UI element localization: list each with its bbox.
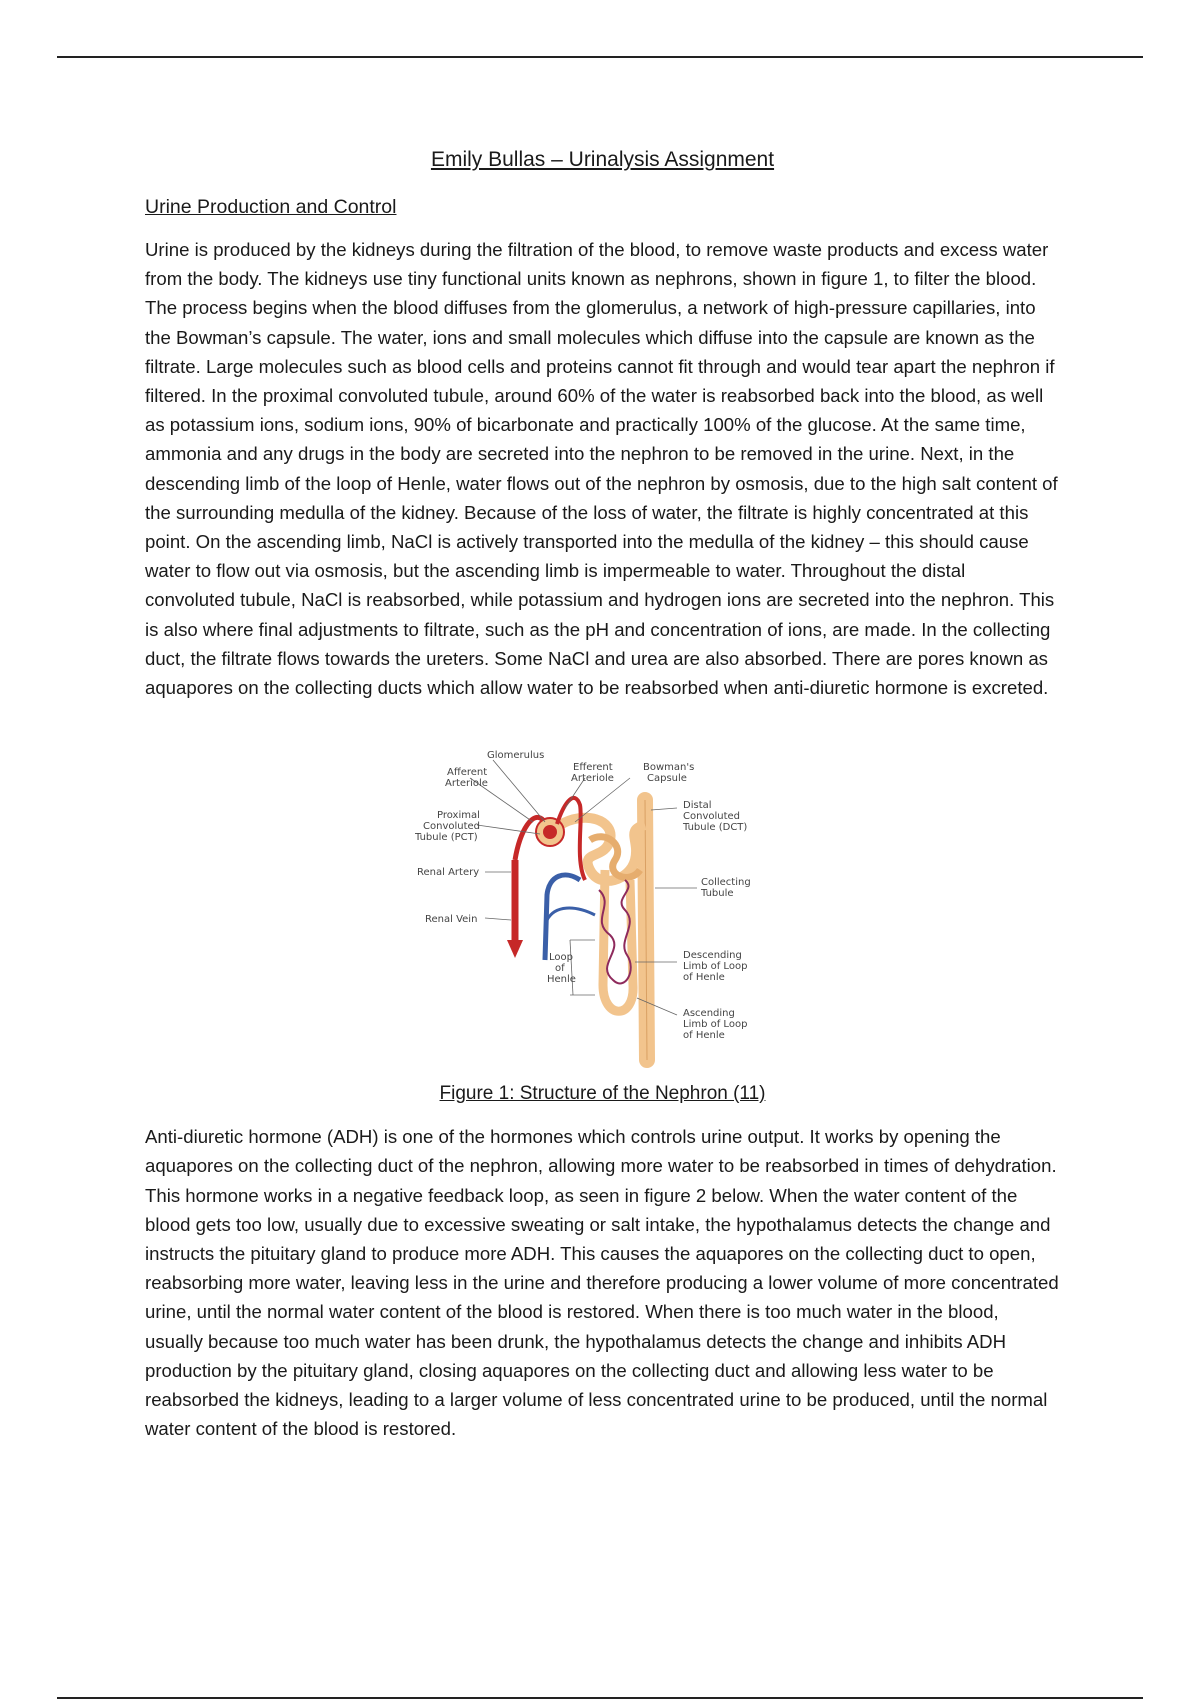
top-rule [57, 56, 1143, 58]
label-pct-3: Tubule (PCT) [415, 832, 478, 844]
leader-lines [470, 760, 697, 1015]
bottom-rule [57, 1697, 1143, 1699]
label-renal-artery: Renal Artery [417, 867, 480, 879]
label-ascending-2: Limb of Loop [683, 1019, 748, 1031]
glomerulus [543, 825, 557, 839]
label-bowmans-2: Capsule [647, 773, 687, 785]
nephron-diagram [415, 730, 775, 1070]
label-descending-3: of Henle [683, 972, 725, 984]
loop-of-henle [603, 870, 633, 1011]
paragraph-adh: Anti-diuretic hormone (ADH) is one of the hormones which controls urine output. It works by opening the aquapores on the collecting duct of the nephron, allowing more water to be reabsorbed in times of dehydration. This hormone works in a negative feedback loop, as seen in figure 2 below. When the water content of the blood gets too low, usually due to excessive sweating or salt intake, the hypothalamus detects the change and instructs the pituitary gland to produce more ADH. This causes the aquapores on the collecting duct to open, reabsorbing more water, leaving less in the urine and therefore producing a lower volume of more concentrated urine, until the normal water content of the blood is restored. When there is too much water in the blood, usually because too much water has been drunk, the hypothalamus detects the change and inhibits ADH production by the pituitary gland, closing aquapores on the collecting duct and allowing less water to be reabsorbed the kidneys, leading to a larger volume of less concentrated urine to be produced, until the normal water content of the blood is restored. [145, 1126, 1059, 1440]
artery-arrow [507, 940, 523, 958]
label-glomerulus: Glomerulus [487, 750, 545, 762]
label-pct-1: Proximal [437, 810, 480, 822]
label-collecting-1: Collecting [701, 877, 751, 889]
nephron-figure [145, 730, 1060, 1070]
label-afferent-1: Afferent [447, 767, 488, 779]
label-bowmans-1: Bowman's [643, 762, 695, 774]
label-efferent-2: Arteriole [571, 773, 614, 785]
label-dct-2: Convoluted [683, 811, 741, 823]
paragraph-urine-production: Urine is produced by the kidneys during the filtration of the blood, to remove waste products and excess water from the body. The kidneys use tiny functional units known as nephrons, shown in figure 1, to filter the blood. The process begins when the blood diffuses from the glomerulus, a network of high-pressure capillaries, into the Bowman’s capsule. The water, ions and small molecules which diffuse into the capsule are known as the filtrate. Large molecules such as blood cells and proteins cannot fit through and would tear apart the nephron if filtered. In the proximal convoluted tubule, around 60% of the water is reabsorbed back into the blood, as well as potassium ions, sodium ions, 90% of bicarbonate and practically 100% of the glucose. At the same time, ammonia and any drugs in the body are secreted into the nephron to be removed in the urine. Next, in the descending limb of the loop of Henle, water flows out of the nephron by osmosis, due to the high salt content of the surrounding medulla of the kidney. Because of the loss of water, the filtrate is highly concentrated at this point. On the ascending limb, NaCl is actively transported into the medulla of the kidney – this should cause water to flow out via osmosis, but the ascending limb is impermeable to water. Throughout the distal convoluted tubule, NaCl is reabsorbed, while potassium and hydrogen ions are secreted into the nephron. This is also where final adjustments to filtrate, such as the pH and concentration of ions, are made. In the collecting duct, the filtrate flows towards the ureters. Some NaCl and urea are also absorbed. There are pores known as aquapores on the collecting ducts which allow water to be reabsorbed when anti-diuretic hormone is excreted. [145, 239, 1058, 699]
figure-caption: Figure 1: Structure of the Nephron (11) [439, 1083, 766, 1105]
label-pct-2: Convoluted [423, 821, 481, 833]
label-collecting-2: Tubule [701, 888, 734, 900]
label-loop-1: Loop [549, 952, 573, 964]
label-ascending-3: of Henle [683, 1030, 725, 1042]
label-efferent-1: Efferent [573, 762, 613, 774]
vein-branch [547, 908, 595, 920]
label-renal-vein: Renal Vein [425, 914, 478, 926]
label-ascending-1: Ascending [683, 1008, 735, 1020]
document-title: Emily Bullas – Urinalysis Assignment [430, 148, 775, 171]
label-dct-3: Tubule (DCT) [683, 822, 748, 834]
label-afferent-2: Arteriole [445, 778, 488, 790]
label-descending-1: Descending [683, 950, 742, 962]
label-loop-3: Henle [547, 974, 576, 986]
label-dct-1: Distal [683, 800, 712, 812]
label-loop-2: of [555, 963, 565, 975]
label-descending-2: Limb of Loop [683, 961, 748, 973]
section-heading: Urine Production and Control [145, 196, 397, 218]
document-body [145, 145, 1060, 1443]
